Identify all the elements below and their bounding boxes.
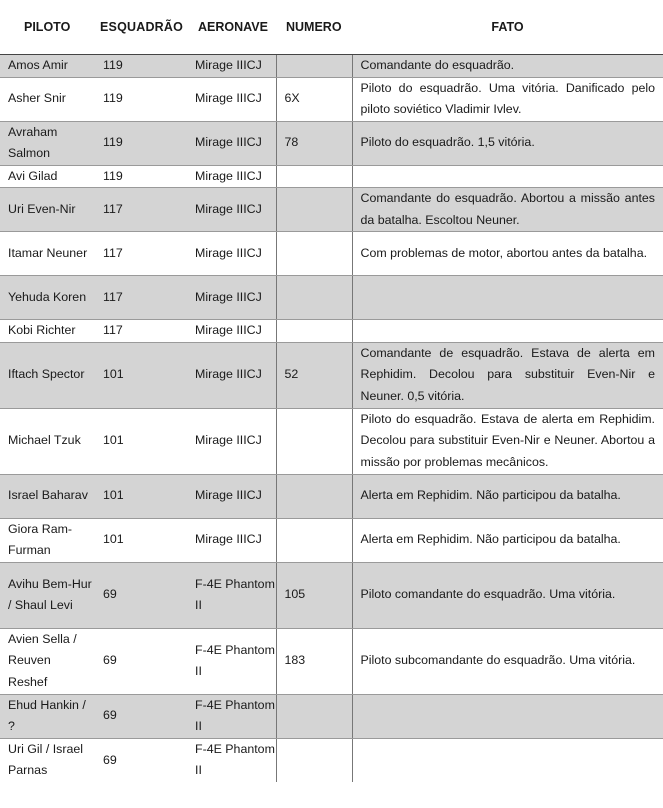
table-row xyxy=(0,408,663,474)
number-cell xyxy=(276,55,352,78)
table-row xyxy=(0,55,663,78)
squadron-cell: 101 xyxy=(97,342,187,408)
number-cell xyxy=(276,518,352,562)
fact-cell: Alerta em Rephidim. Não participou da batalha. xyxy=(352,474,663,518)
header-squadron: ESQUADRÃO xyxy=(97,0,187,55)
pilot-cell: Yehuda Koren xyxy=(0,276,97,320)
aircraft-cell: Mirage IIICJ xyxy=(187,320,276,343)
fact-cell: Comandante de esquadrão. Estava de alerta em Rephidim. Decolou para substituir Even-Nir e Neuner. 0,5 vitória. xyxy=(352,342,663,408)
aircraft-cell: F-4E Phantom II xyxy=(187,562,276,628)
fact-cell: Piloto comandante do esquadrão. Uma vitória. xyxy=(352,562,663,628)
pilot-cell: Avi Gilad xyxy=(0,165,97,188)
pilot-cell: Iftach Spector xyxy=(0,342,97,408)
aircraft-cell: F-4E Phantom II xyxy=(187,628,276,694)
squadron-cell: 119 xyxy=(97,77,187,121)
pilot-cell: Avraham Salmon xyxy=(0,121,97,165)
number-cell: 78 xyxy=(276,121,352,165)
table-row xyxy=(0,738,663,782)
squadron-cell: 101 xyxy=(97,474,187,518)
fact-cell: Alerta em Rephidim. Não participou da batalha. xyxy=(352,518,663,562)
number-cell xyxy=(276,165,352,188)
table-row xyxy=(0,474,663,518)
fact-cell xyxy=(352,276,663,320)
pilot-cell: Avien Sella / Reuven Reshef xyxy=(0,628,97,694)
header-pilot: PILOTO xyxy=(0,0,97,55)
table-row xyxy=(0,121,663,165)
number-cell: 105 xyxy=(276,562,352,628)
table-row xyxy=(0,518,663,562)
number-cell xyxy=(276,188,352,232)
number-cell: 52 xyxy=(276,342,352,408)
squadron-cell: 119 xyxy=(97,55,187,78)
pilot-cell: Kobi Richter xyxy=(0,320,97,343)
aircraft-cell: Mirage IIICJ xyxy=(187,188,276,232)
number-cell: 6X xyxy=(276,77,352,121)
squadron-cell: 117 xyxy=(97,320,187,343)
squadron-cell: 119 xyxy=(97,121,187,165)
pilot-cell: Israel Baharav xyxy=(0,474,97,518)
aircraft-cell: Mirage IIICJ xyxy=(187,121,276,165)
fact-cell: Piloto do esquadrão. Uma vitória. Danificado pelo piloto soviético Vladimir Ivlev. xyxy=(352,77,663,121)
number-cell xyxy=(276,738,352,782)
aircraft-cell: Mirage IIICJ xyxy=(187,55,276,78)
aircraft-cell: F-4E Phantom II xyxy=(195,741,275,778)
squadron-cell: 69 xyxy=(97,562,187,628)
pilot-cell: Uri Gil / Israel Parnas xyxy=(8,741,84,778)
squadron-cell: 117 xyxy=(97,276,187,320)
squadron-cell: 69 xyxy=(97,628,187,694)
fact-cell: Comandante do esquadrão. Abortou a missão antes da batalha. Escoltou Neuner. xyxy=(352,188,663,232)
header-row xyxy=(0,0,663,55)
aircraft-cell: Mirage IIICJ xyxy=(187,408,276,474)
aircraft-cell: Mirage IIICJ xyxy=(187,77,276,121)
header-aircraft: AERONAVE xyxy=(187,0,276,55)
table-row xyxy=(0,232,663,276)
table-row xyxy=(0,276,663,320)
header-fact: FATO xyxy=(352,0,663,55)
pilot-cell: Michael Tzuk xyxy=(0,408,97,474)
table-row xyxy=(0,628,663,694)
number-cell xyxy=(276,694,352,738)
fact-cell: Com problemas de motor, abortou antes da batalha. xyxy=(352,232,663,276)
pilot-cell: Itamar Neuner xyxy=(0,232,97,276)
squadron-cell: 69 xyxy=(97,694,187,738)
number-cell: 183 xyxy=(276,628,352,694)
number-cell xyxy=(276,474,352,518)
aircraft-cell: Mirage IIICJ xyxy=(187,342,276,408)
table-row xyxy=(0,694,663,738)
table-row xyxy=(0,165,663,188)
aircraft-cell: F-4E Phantom II xyxy=(187,694,276,738)
fact-cell xyxy=(352,320,663,343)
squadron-cell: 119 xyxy=(97,165,187,188)
squadron-cell: 117 xyxy=(97,232,187,276)
fact-cell xyxy=(352,738,663,782)
table-row xyxy=(0,320,663,343)
pilot-cell: Uri Even-Nir xyxy=(0,188,97,232)
pilot-cell: Giora Ram-Furman xyxy=(0,518,97,562)
pilot-cell: Avihu Bem-Hur / Shaul Levi xyxy=(0,562,97,628)
number-cell xyxy=(276,232,352,276)
aircraft-cell: Mirage IIICJ xyxy=(187,232,276,276)
pilot-cell: Ehud Hankin / ? xyxy=(0,694,97,738)
pilot-cell: Asher Snir xyxy=(0,77,97,121)
fact-cell: Comandante do esquadrão. xyxy=(352,55,663,78)
fact-cell xyxy=(352,694,663,738)
aircraft-cell: Mirage IIICJ xyxy=(187,474,276,518)
header-number: NUMERO xyxy=(276,0,352,55)
fact-cell: Piloto subcomandante do esquadrão. Uma vitória. xyxy=(352,628,663,694)
squadron-cell: 101 xyxy=(97,518,187,562)
number-cell xyxy=(276,276,352,320)
table-row xyxy=(0,562,663,628)
table-row xyxy=(0,188,663,232)
number-cell xyxy=(276,320,352,343)
aircraft-cell: Mirage IIICJ xyxy=(187,276,276,320)
number-cell xyxy=(276,408,352,474)
squadron-cell: 69 xyxy=(103,752,117,767)
aircraft-cell: Mirage IIICJ xyxy=(187,518,276,562)
fact-cell: Piloto do esquadrão. 1,5 vitória. xyxy=(352,121,663,165)
table-row xyxy=(0,77,663,121)
aircraft-cell: Mirage IIICJ xyxy=(187,165,276,188)
squadron-cell: 101 xyxy=(97,408,187,474)
fact-cell: Piloto do esquadrão. Estava de alerta em Rephidim. Decolou para substituir Even-Nir e Neuner. Abortou a missão por problemas mecânicos. xyxy=(352,408,663,474)
squadron-cell: 117 xyxy=(97,188,187,232)
pilot-cell: Amos Amir xyxy=(0,55,97,78)
fact-cell xyxy=(352,165,663,188)
table-row xyxy=(0,342,663,408)
